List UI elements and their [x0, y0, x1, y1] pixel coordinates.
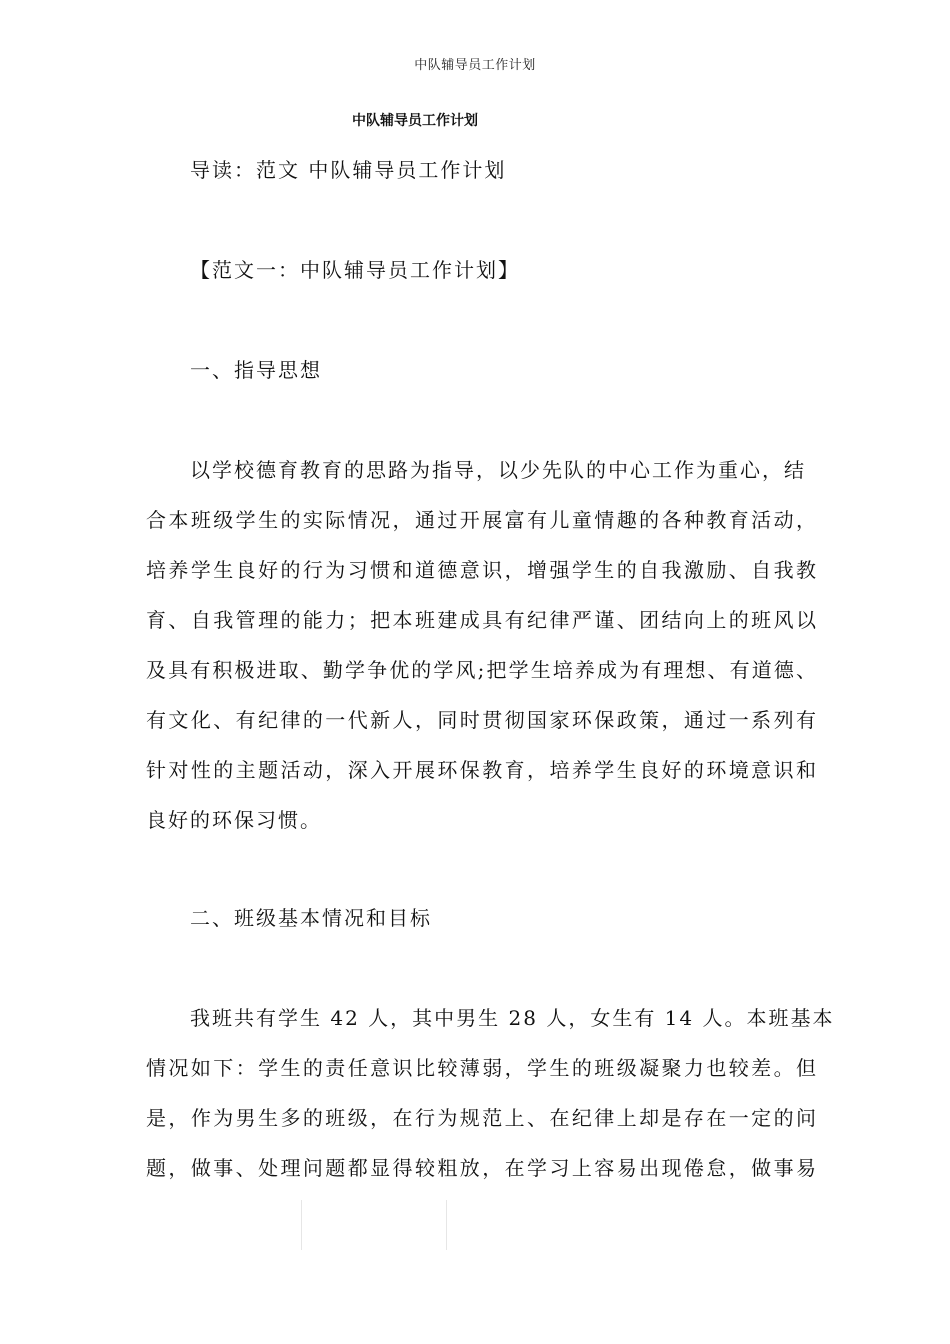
part2-heading: 二、班级基本情况和目标	[190, 906, 432, 930]
part1-heading: 一、指导思想	[190, 358, 322, 382]
part2-line: 题，做事、处理问题都显得较粗放，在学习上容易出现倦怠，做事易	[146, 1156, 818, 1180]
part1-line: 培养学生良好的行为习惯和道德意识，增强学生的自我激励、自我教	[146, 558, 818, 582]
footer-divider	[301, 1200, 447, 1250]
part1-line: 针对性的主题活动，深入开展环保教育，培养学生良好的环境意识和	[146, 758, 818, 782]
part2-line: 我班共有学生 42 人，其中男生 28 人，女生有 14 人。本班基本	[190, 1006, 835, 1030]
part2-line: 是，作为男生多的班级，在行为规范上、在纪律上却是存在一定的问	[146, 1106, 818, 1130]
part1-line: 以学校德育教育的思路为指导，以少先队的中心工作为重心，结	[190, 458, 806, 482]
intro-line: 导读：范文 中队辅导员工作计划	[190, 158, 507, 182]
part1-line: 育、自我管理的能力；把本班建成具有纪律严谨、团结向上的班风以	[146, 608, 818, 632]
part1-line: 有文化、有纪律的一代新人，同时贯彻国家环保政策，通过一系列有	[146, 708, 818, 732]
part1-line: 及具有积极进取、勤学争优的学风;把学生培养成为有理想、有道德、	[146, 658, 818, 682]
running-header: 中队辅导员工作计划	[414, 58, 536, 73]
part1-line: 良好的环保习惯。	[146, 808, 322, 832]
part1-line: 合本班级学生的实际情况，通过开展富有儿童情趣的各种教育活动，	[146, 508, 818, 532]
document-title: 中队辅导员工作计划	[352, 113, 478, 129]
part2-line: 情况如下：学生的责任意识比较薄弱，学生的班级凝聚力也较差。但	[146, 1056, 818, 1080]
section-heading: 【范文一：中队辅导员工作计划】	[190, 258, 520, 282]
